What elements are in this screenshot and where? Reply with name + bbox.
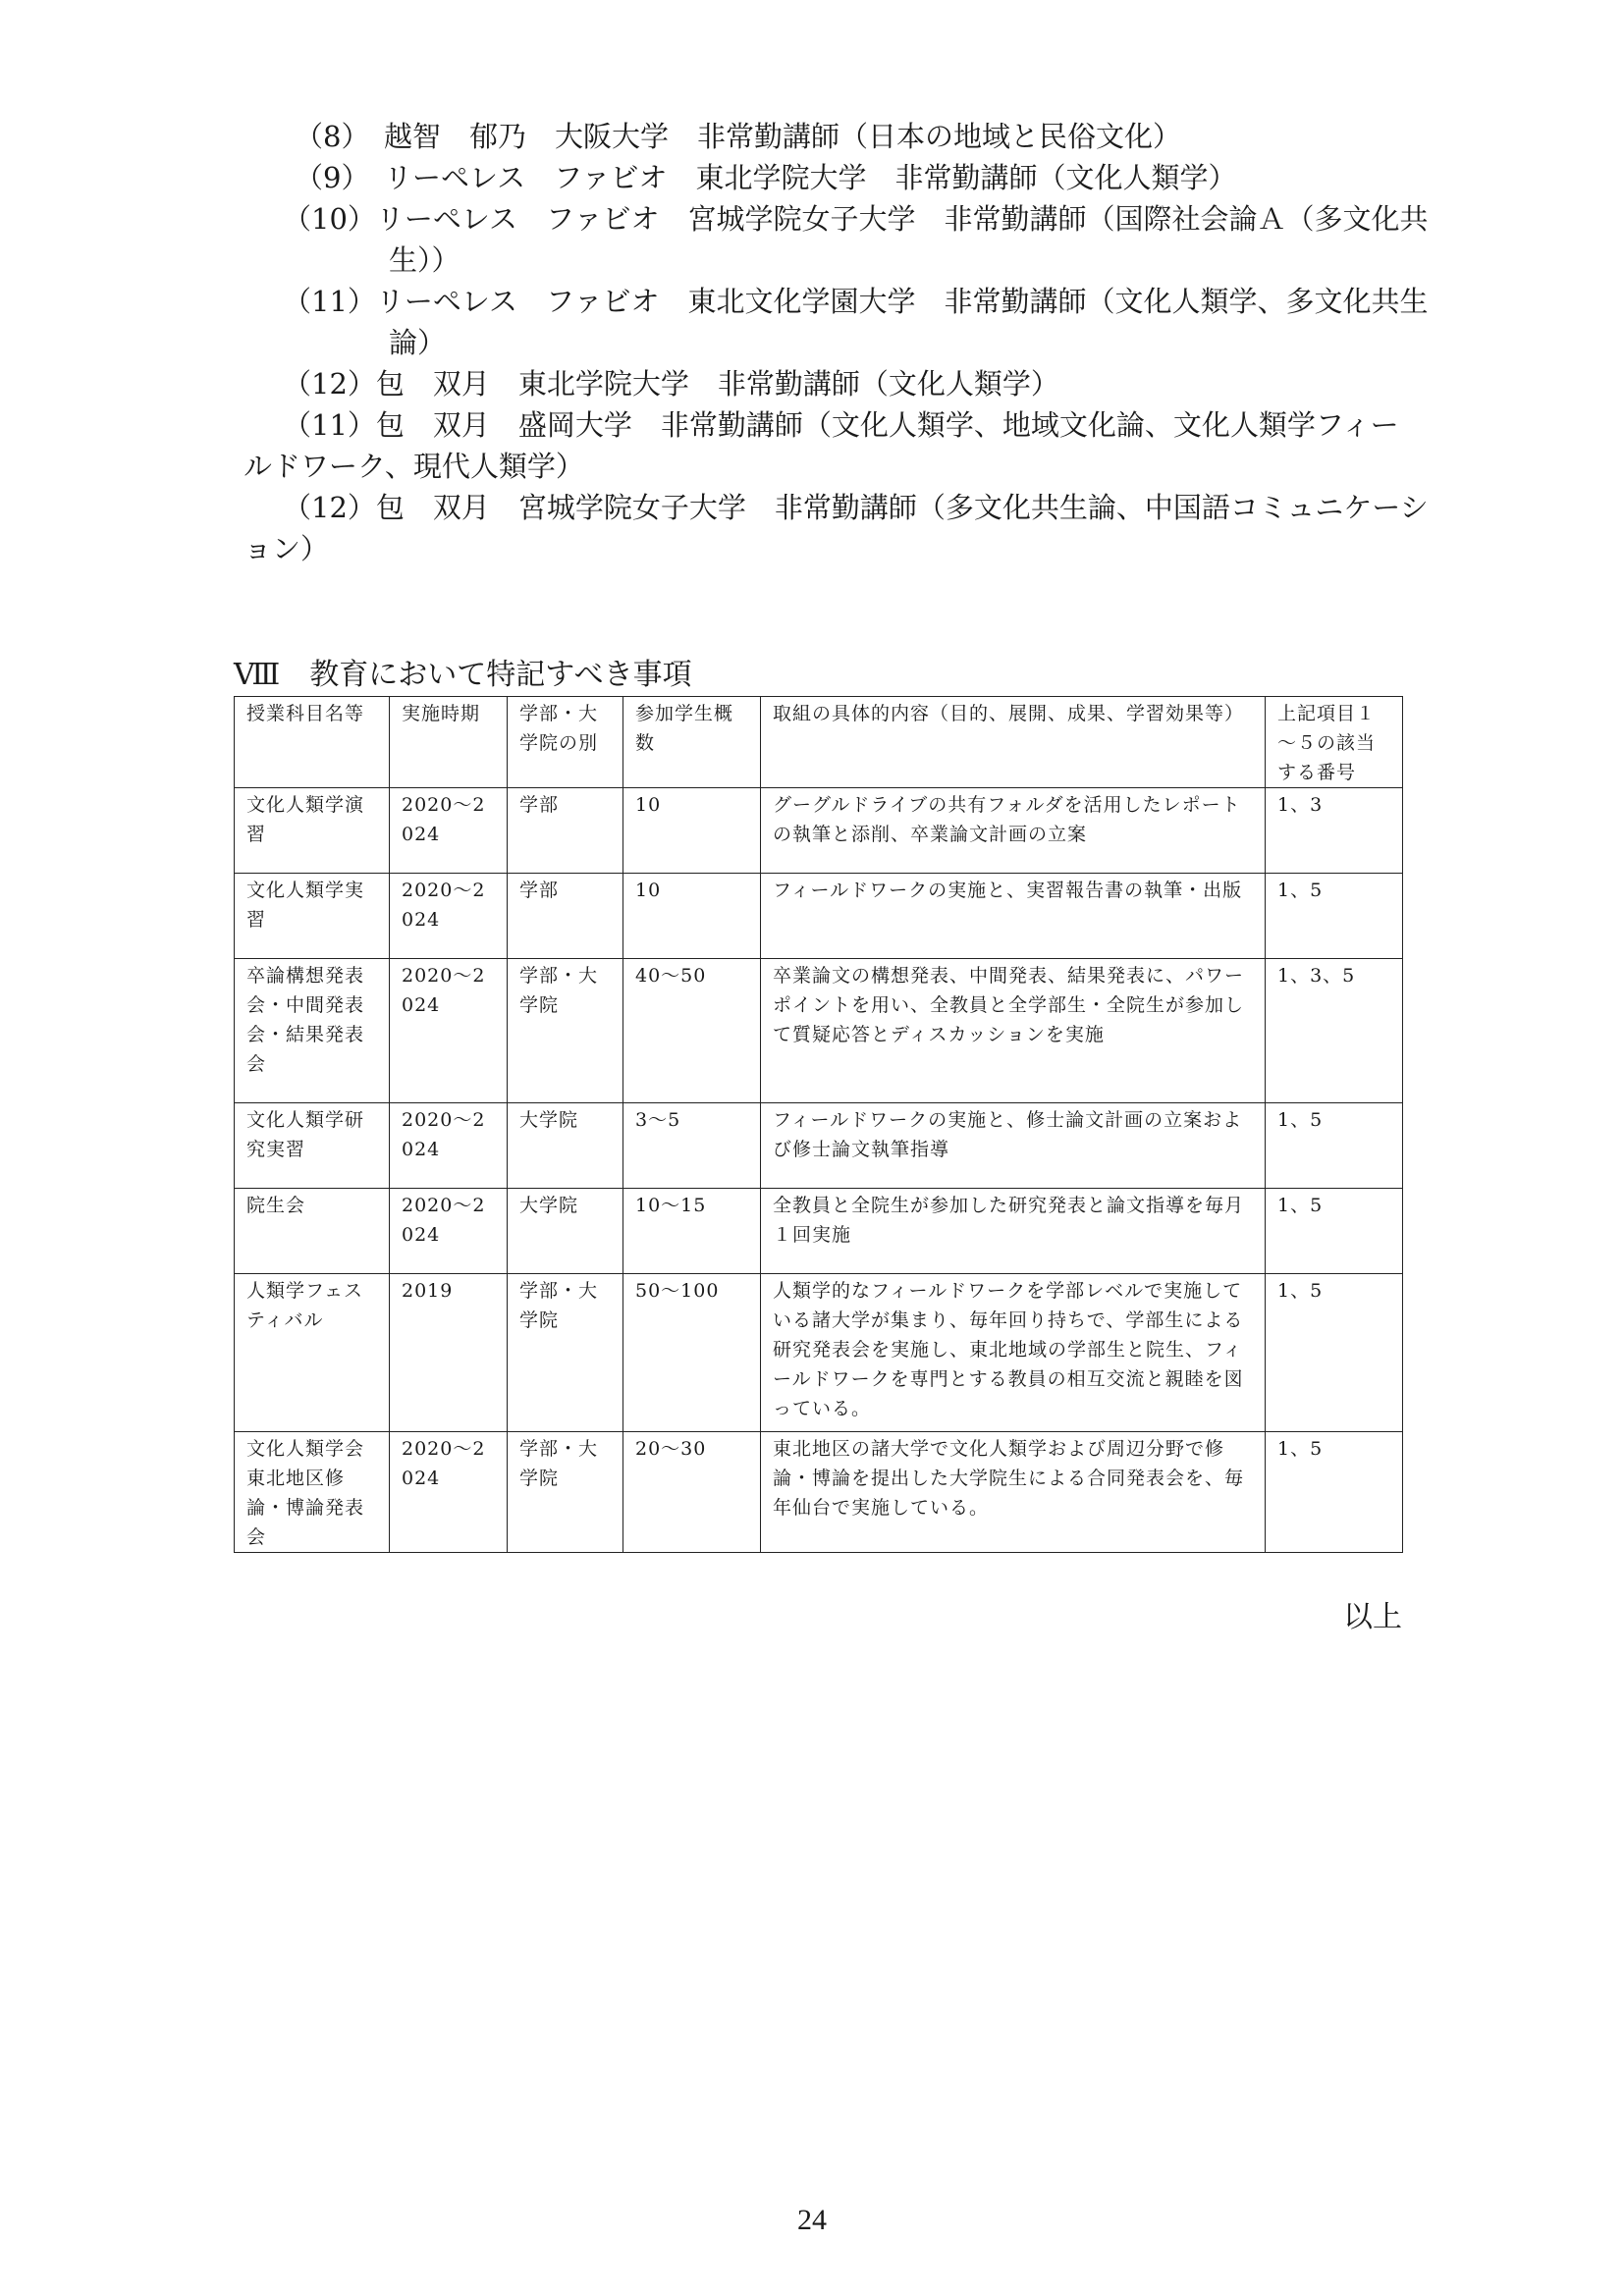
cell-level: 大学院 [508, 1103, 623, 1189]
cell-items: 1、5 [1266, 1189, 1403, 1274]
cell-students: 40～50 [623, 959, 761, 1103]
list-item-continuation: ルドワーク、現代人類学） [244, 450, 584, 483]
cell-students: 50～100 [623, 1274, 761, 1432]
cell-level: 学部・大学院 [508, 959, 623, 1103]
list-item-continuation: 生）） [389, 243, 460, 277]
page-number: 24 [797, 2204, 827, 2236]
cell-content: グーグルドライブの共有フォルダを活用したレポートの執筆と添削、卒業論文計画の立案 [761, 788, 1266, 874]
cell-level: 学部・大学院 [508, 1274, 623, 1432]
cell-content: フィールドワークの実施と、実習報告書の執筆・出版 [761, 874, 1266, 959]
cell-students: 10～15 [623, 1189, 761, 1274]
table-row [235, 1189, 1403, 1274]
list-item: （8） 越智 郁乃 大阪大学 非常勤講師（日本の地域と民俗文化） [295, 120, 1181, 153]
education-table [234, 696, 1403, 1553]
cell-level: 学部・大学院 [508, 1432, 623, 1553]
table-row [235, 788, 1403, 874]
header-items: 上記項目１～５の該当する番号 [1266, 697, 1403, 788]
cell-level: 大学院 [508, 1189, 623, 1274]
cell-content: 人類学的なフィールドワークを学部レベルで実施している諸大学が集まり、毎年回り持ちで、学部生による研究発表会を実施し、東北地域の学部生と院生、フィールドワークを専門とする教員の相互交流と親睦を図っている。 [761, 1274, 1266, 1432]
list-item: （11）包 双月 盛岡大学 非常勤講師（文化人類学、地域文化論、文化人類学フィー [283, 408, 1399, 442]
cell-students: 10 [623, 874, 761, 959]
table-row [235, 1103, 1403, 1189]
cell-course: 人類学フェスティバル [235, 1274, 390, 1432]
cell-items: 1、5 [1266, 874, 1403, 959]
header-content: 取組の具体的内容（目的、展開、成果、学習効果等） [761, 697, 1266, 788]
table-row [235, 1274, 1403, 1432]
cell-course: 文化人類学実習 [235, 874, 390, 959]
cell-items: 1、5 [1266, 1274, 1403, 1432]
cell-period: 2020～2024 [390, 874, 508, 959]
list-item: （12）包 双月 東北学院大学 非常勤講師（文化人類学） [283, 367, 1059, 400]
cell-items: 1、3、5 [1266, 959, 1403, 1103]
header-course: 授業科目名等 [235, 697, 390, 788]
cell-students: 20～30 [623, 1432, 761, 1553]
cell-students: 3～5 [623, 1103, 761, 1189]
header-period: 実施時期 [390, 697, 508, 788]
cell-items: 1、3 [1266, 788, 1403, 874]
cell-course: 文化人類学演習 [235, 788, 390, 874]
cell-students: 10 [623, 788, 761, 874]
list-item-continuation: ョン） [244, 532, 330, 565]
cell-content: 卒業論文の構想発表、中間発表、結果発表に、パワーポイントを用い、全教員と全学部生・全院生が参加して質疑応答とディスカッションを実施 [761, 959, 1266, 1103]
lecturer-list [0, 116, 1624, 569]
cell-period: 2020～2024 [390, 788, 508, 874]
list-item: （11）リーペレス ファビオ 東北文化学園大学 非常勤講師（文化人類学、多文化共生 [283, 285, 1429, 318]
table-row [235, 1432, 1403, 1553]
cell-course: 卒論構想発表会・中間発表会・結果発表会 [235, 959, 390, 1103]
list-item: （10）リーペレス ファビオ 宮城学院女子大学 非常勤講師（国際社会論Ａ（多文化共 [283, 202, 1429, 236]
list-item: （12）包 双月 宮城学院女子大学 非常勤講師（多文化共生論、中国語コミュニケーシ [283, 491, 1429, 524]
closing-mark: 以上 [1343, 1600, 1402, 1634]
table-row [235, 959, 1403, 1103]
cell-course: 院生会 [235, 1189, 390, 1274]
cell-course: 文化人類学研究実習 [235, 1103, 390, 1189]
list-item: （9） リーペレス ファビオ 東北学院大学 非常勤講師（文化人類学） [295, 161, 1237, 194]
table-row [235, 874, 1403, 959]
table-header-row [235, 697, 1403, 788]
cell-items: 1、5 [1266, 1432, 1403, 1553]
cell-content: フィールドワークの実施と、修士論文計画の立案および修士論文執筆指導 [761, 1103, 1266, 1189]
cell-period: 2020～2024 [390, 959, 508, 1103]
cell-items: 1、5 [1266, 1103, 1403, 1189]
header-students: 参加学生概数 [623, 697, 761, 788]
list-item-continuation: 論） [389, 326, 447, 359]
cell-content: 全教員と全院生が参加した研究発表と論文指導を毎月１回実施 [761, 1189, 1266, 1274]
section-title: Ⅷ 教育において特記すべき事項 [234, 658, 692, 692]
cell-course: 文化人類学会東北地区修論・博論発表会 [235, 1432, 390, 1553]
cell-period: 2020～2024 [390, 1432, 508, 1553]
cell-level: 学部 [508, 788, 623, 874]
cell-period: 2019 [390, 1274, 508, 1432]
header-level: 学部・大学院の別 [508, 697, 623, 788]
cell-level: 学部 [508, 874, 623, 959]
cell-content: 東北地区の諸大学で文化人類学および周辺分野で修論・博論を提出した大学院生による合同発表会を、毎年仙台で実施している。 [761, 1432, 1266, 1553]
cell-period: 2020～2024 [390, 1189, 508, 1274]
cell-period: 2020～2024 [390, 1103, 508, 1189]
